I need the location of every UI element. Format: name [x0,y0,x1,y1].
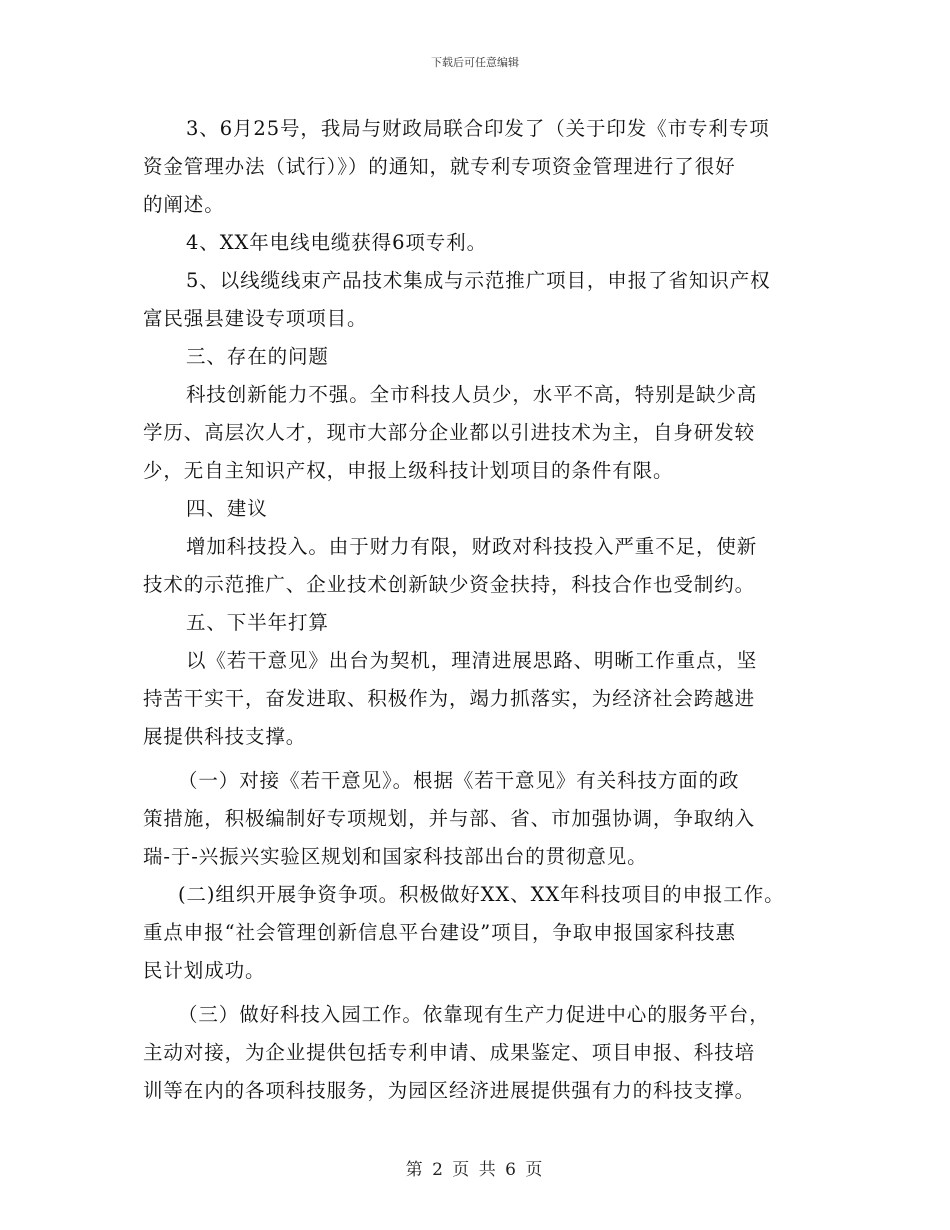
paragraph-line: 学历、高层次人才，现市大部分企业都以引进技术为主，自身研发较 [143,421,756,444]
paragraph-line: 技术的示范推广、企业技术创新缺少资金扶持，科技合作也受制约。 [143,573,756,596]
paragraph-line: 持苦干实干，奋发进取、积极作为，竭力抓落实，为经济社会跨越进 [143,687,756,710]
paragraph-line: 富民强县建设专项项目。 [143,307,368,330]
paragraph-line: 的阐述。 [143,193,225,216]
document-body [143,110,833,1110]
paragraph-line: 训等在内的各项科技服务，为园区经济进展提供强有力的科技支撑。 [143,1079,756,1102]
paragraph-line: 民计划成功。 [143,959,266,982]
section-heading: 三、存在的问题 [186,345,329,368]
paragraph-line: 少，无自主知识产权，申报上级科技计划项目的条件有限。 [143,459,674,482]
paragraph-line: (二)组织开展争资争项。积极做好XX、XX年科技项目的申报工作。 [178,883,785,906]
paragraph-line: 以《若干意见》出台为契机，理清进展思路、明晰工作重点，坚 [186,649,758,672]
paragraph-line: 重点申报“社会管理创新信息平台建设”项目，争取申报国家科技惠 [143,921,736,944]
paragraph-line: （一）对接《若干意见》。根据《若干意见》有关科技方面的政 [178,769,740,792]
paragraph-line: 瑞-于-兴振兴实验区规划和国家科技部出台的贯彻意见。 [143,845,648,868]
paragraph-line: 5、以线缆线束产品技术集成与示范推广项目，申报了省知识产权 [186,269,771,292]
paragraph-line: 增加科技投入。由于财力有限，财政对科技投入严重不足，使新 [186,535,758,558]
paragraph-line: 3、6月25号，我局与财政局联合印发了（关于印发《市专利专项 [186,117,770,140]
paragraph-line: 主动对接，为企业提供包括专利申请、成果鉴定、项目申报、科技培 [143,1041,756,1064]
paragraph-line: （三）做好科技入园工作。依靠现有生产力促进中心的服务平台， [178,1003,770,1026]
section-heading: 五、下半年打算 [186,611,329,634]
paragraph-line: 资金管理办法（试行）》）的通知，就专利专项资金管理进行了很好 [143,155,736,178]
paragraph-line: 科技创新能力不强。全市科技人员少，水平不高，特别是缺少高 [186,383,758,406]
paragraph-line: 策措施，积极编制好专项规划，并与部、省、市加强协调，争取纳入 [143,807,756,830]
page-header: 下载后可任意编辑 [431,56,519,69]
paragraph-line: 4、XX年电线电缆获得6项专利。 [186,231,487,254]
page-footer: 第 2 页 共 6 页 [405,1160,545,1180]
paragraph-line: 展提供科技支撑。 [143,725,307,748]
section-heading: 四、建议 [186,497,268,520]
